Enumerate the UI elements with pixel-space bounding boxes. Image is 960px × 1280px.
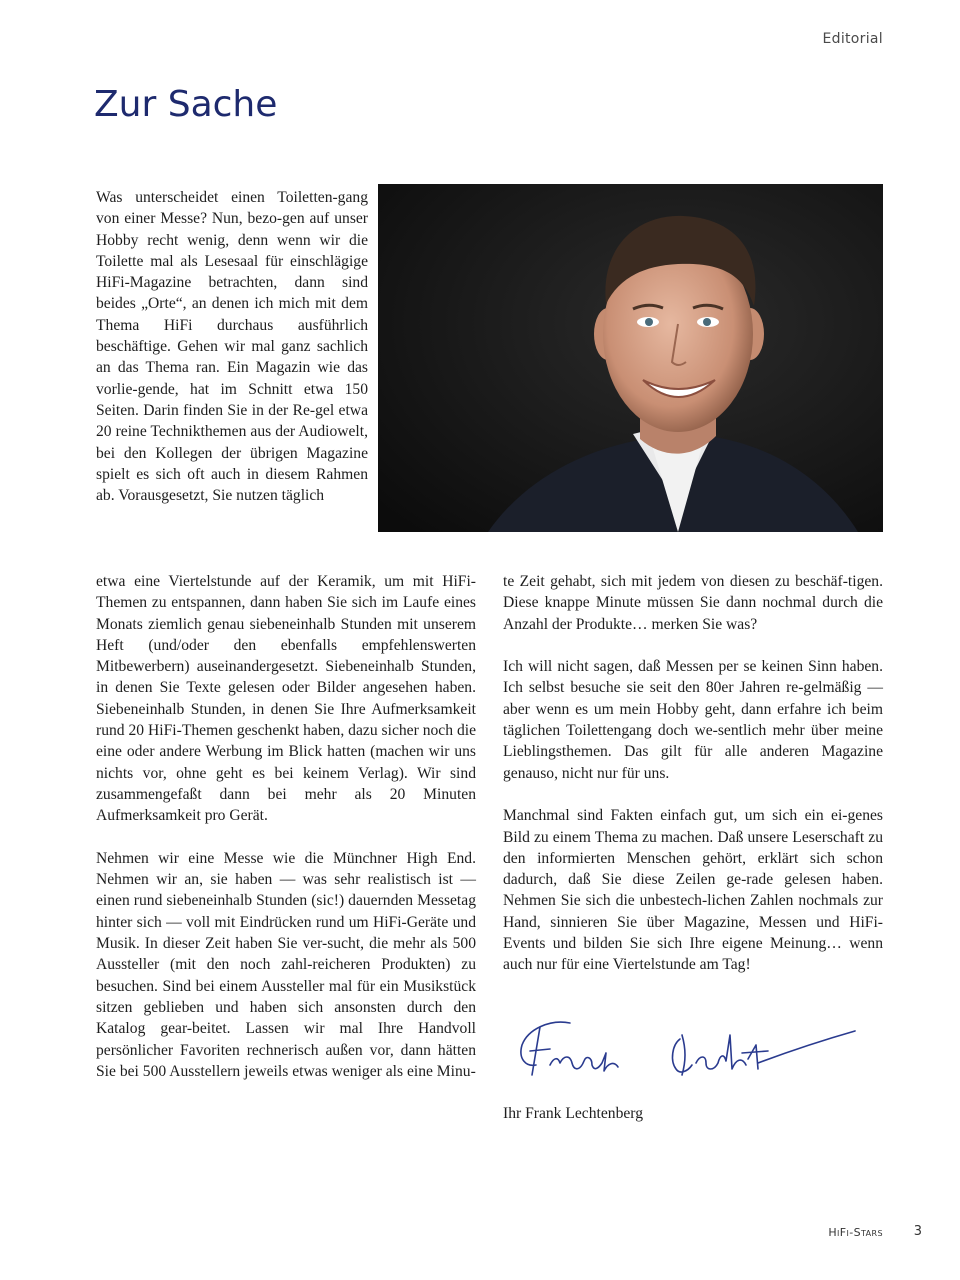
article-intro-wrapped	[96, 187, 368, 528]
article-paragraph: te Zeit gehabt, sich mit jedem von diesen zu beschäf-tigen. Diese knappe Minute müssen Sie dann nochmal durch die Anzahl der Produkte… merken Sie was?	[503, 573, 883, 633]
section-label: Editorial	[822, 31, 883, 47]
article-paragraph: Was unterscheidet einen Toiletten-gang von einer Messe? Nun, bezo-gen auf unser Hobby recht wenig, denn wenn wir die Toilette mal als Lesesaal für einschlägige HiFi-Magazine betrachten, dann sind beides „Orte“, an denen ich mich mit dem Thema HiFi durchaus ausführlich beschäftige. Gehen wir mal ganz sachlich an das Thema ran. Ein Magazin wie das vorlie-gende, hat im Schnitt etwa 150 Seiten. Darin finden Sie in der Re-gel etwa 20 reine Technikthemen aus der Audiowelt, bei den Kollegen der übrigen Magazine spielt es sich oft auch in diesem Rahmen ab. Vorausgesetzt, Sie nutzen täglich	[96, 189, 368, 505]
page-title: Zur Sache	[94, 84, 278, 125]
article-paragraph: Manchmal sind Fakten einfach gut, um sich ein ei-genes Bild zu einem Thema zu machen. Daß unsere Leserschaft zu den informierten Menschen gehört, erklärt sich schon dadurch, daß Sie diese Zeilen ge-rade gelesen haben. Nehmen Sie sich die unbestech-lichen Zahlen nochmals zur Hand, sinnieren Sie über Magazine, Messen und HiFi-Events und bilden Sie sich Ihre eigene Meinung… wenn auch nur für eine Viertelstunde am Tag!	[503, 807, 883, 974]
article-right-column	[503, 571, 883, 997]
article-left-column	[96, 571, 476, 1103]
page-number: 3	[913, 1224, 922, 1239]
article-paragraph: etwa eine Viertelstunde auf der Keramik, um mit HiFi-Themen zu entspannen, dann haben Sie sich im Laufe eines Monats ziemlich genau siebeneinhalb Stunden mit unserem Heft (und/oder den ebenfalls empfehlenswerten Mitbewerbern) auseinandergesetzt. Siebeneinhalb Stunden, in denen Sie Texte gelesen oder Bilder angesehen haben. Siebeneinhalb Stunden, in denen Sie Ihre Aufmerksamkeit rund 20 HiFi-Themen geschenkt haben, dazu sicher noch die eine oder andere Werbung im Blick hatten (machen wir uns nichts vor, ohne geht es bei keinem Verlag). Wir sind zusammengefaßt dann bei mehr als 20 Minuten Aufmerksamkeit pro Gerät.	[96, 573, 476, 825]
handwritten-signature	[510, 1005, 860, 1095]
footer-brand: HiFi-Stars	[828, 1226, 883, 1239]
signature-name: Ihr Frank Lechtenberg	[503, 1105, 644, 1122]
article-paragraph: Ich will nicht sagen, daß Messen per se keinen Sinn haben. Ich selbst besuche sie seit den 80er Jahren re-gelmäßig — aber wenn es um mein Hobby geht, dann erfahre ich beim täglichen Toilettengang doch we-sentlich mehr über meine Lieblingsthemen. Das gilt für alle anderen Magazine genauso, nicht nur für uns.	[503, 658, 883, 782]
author-portrait-photo	[378, 184, 883, 532]
article-paragraph: Nehmen wir eine Messe wie die Münchner High End. Nehmen wir an, sie haben — was sehr realistisch ist — einen rund siebeneinhalb Stunden (sic!) dauernden Messetag hinter sich — voll mit Eindrücken rund um HiFi-Geräte und Musik. In dieser Zeit haben Sie ver-sucht, die mehr als 500 Aussteller (mit den noch zahl-reicheren Produkten) zu besuchen. Sind bei einem Aussteller mal für ein Musikstück sitzen geblieben und haben sich ansonsten durch den Katalog gear-beitet. Lassen wir mal Ihre Handvoll persönlicher Favoriten rechnerisch außen vor, dann hätten Sie bei 500 Ausstellern jeweils etwas weniger als eine Minu-	[96, 849, 476, 1080]
